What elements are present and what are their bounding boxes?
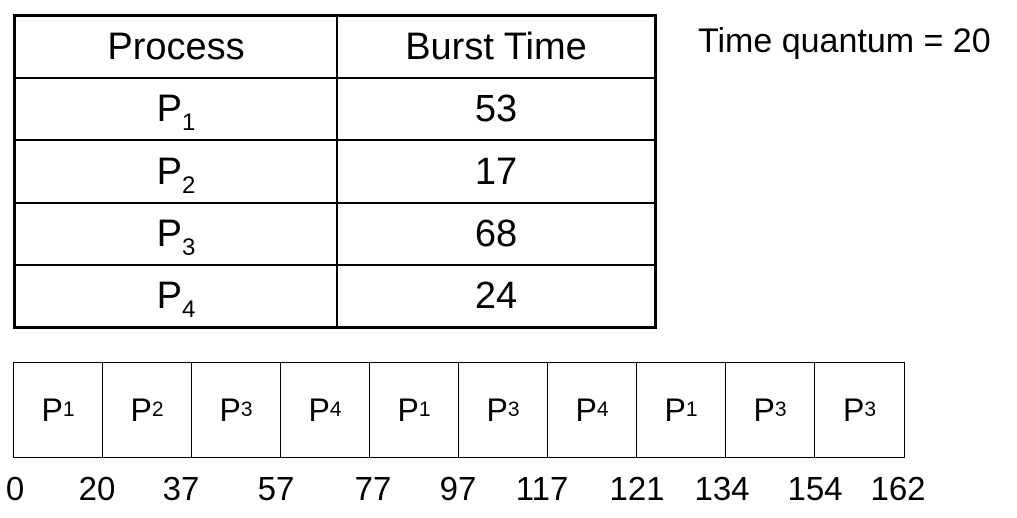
gantt-block: P 3 xyxy=(459,363,548,457)
gantt-block: P 4 xyxy=(281,363,370,457)
gantt-block: P 3 xyxy=(192,363,281,457)
process-name-cell: $P_4$ xyxy=(16,266,338,326)
time-tick: 154 xyxy=(787,470,843,507)
burst-time-cell: 17 xyxy=(474,150,518,193)
burst-time-cell: 24 xyxy=(474,274,518,317)
gantt-block: P 1 xyxy=(370,363,459,457)
process-name-cell: $P_1$ xyxy=(16,79,338,139)
table-row xyxy=(16,79,654,141)
time-tick: 117 xyxy=(515,470,569,507)
table-row xyxy=(16,141,654,203)
gantt-block: P 1 xyxy=(14,363,103,457)
burst-time-header: Burst Time xyxy=(405,26,587,69)
gantt-block: P 3 xyxy=(726,363,815,457)
gantt-block: P 4 xyxy=(548,363,637,457)
process-header: Process xyxy=(16,17,338,77)
table-row xyxy=(16,266,654,326)
burst-time-cell: 68 xyxy=(474,212,518,255)
gantt-block: P 3 xyxy=(842,391,877,428)
gantt-chart xyxy=(13,362,905,458)
process-name-cell: $P_2$ xyxy=(16,141,338,201)
time-tick: 20 xyxy=(78,470,116,507)
time-axis xyxy=(0,470,1017,510)
table-row xyxy=(16,204,654,266)
gantt-block: P 2 xyxy=(103,363,192,457)
time-tick: 0 xyxy=(5,470,25,507)
gantt-block: P 1 xyxy=(637,363,726,457)
table-header-row xyxy=(16,17,654,79)
process-name-cell: $P_3$ xyxy=(16,204,338,264)
process-table xyxy=(13,14,657,329)
time-tick: 37 xyxy=(162,470,200,507)
time-tick: 121 xyxy=(609,470,665,507)
time-tick: 162 xyxy=(870,470,926,507)
time-tick: 57 xyxy=(257,470,295,507)
time-tick: 134 xyxy=(694,470,750,507)
burst-time-cell: 53 xyxy=(474,88,518,131)
time-tick: 77 xyxy=(354,470,392,507)
time-quantum-label: Time quantum = 20 xyxy=(698,22,991,60)
time-tick: 97 xyxy=(439,470,477,507)
